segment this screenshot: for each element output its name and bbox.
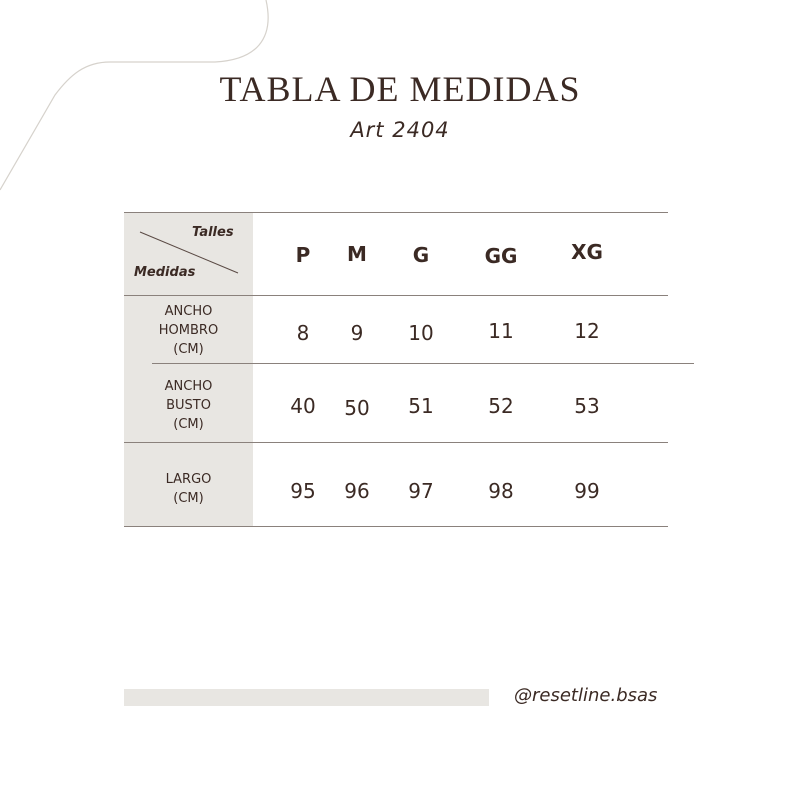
table-cell: 9 [350, 321, 364, 345]
size-header-g: G [412, 243, 430, 267]
article-number: Art 2404 [350, 118, 450, 142]
size-header-gg: GG [484, 244, 518, 268]
header-divider [124, 295, 668, 296]
row-label-line: LARGO [165, 472, 212, 487]
table-cell: 98 [488, 479, 514, 503]
row-label-line: ANCHO [164, 304, 213, 319]
table-cell: 96 [344, 479, 370, 503]
row-label-line: ANCHO [164, 379, 213, 394]
row-label-line: (CM) [173, 342, 204, 357]
table-cell: 95 [290, 479, 316, 503]
row-label-largo [124, 470, 253, 508]
table-cell: 52 [488, 394, 514, 418]
row-label-line: (CM) [173, 417, 204, 432]
row-label-line: BUSTO [166, 398, 211, 413]
table-cell: 12 [574, 319, 600, 343]
size-header-xg: XG [571, 240, 603, 264]
row-label-ancho-hombro [124, 302, 253, 359]
size-header-m: M [347, 242, 367, 266]
size-chart-table [124, 212, 668, 527]
social-handle: @resetline.bsas [514, 685, 658, 706]
table-cell: 40 [290, 394, 316, 418]
table-cell: 11 [488, 319, 514, 343]
table-cell: 97 [408, 479, 434, 503]
row-label-ancho-busto [124, 377, 253, 434]
table-cell: 50 [344, 396, 370, 420]
row-divider-2 [124, 442, 668, 443]
measures-header-label: Medidas [134, 265, 196, 280]
row-label-line: HOMBRO [158, 323, 219, 338]
table-cell: 99 [574, 479, 600, 503]
footer-decorative-bar [124, 689, 489, 706]
size-header-p: P [295, 243, 311, 267]
table-cell: 53 [574, 394, 600, 418]
table-cell: 10 [408, 321, 434, 345]
page-title: TABLA DE MEDIDAS [219, 69, 581, 109]
sizes-header-label: Talles [192, 225, 234, 240]
row-divider-1 [152, 363, 694, 364]
row-label-line: (CM) [173, 491, 204, 506]
table-bottom-border [124, 526, 668, 527]
table-cell: 51 [408, 394, 434, 418]
table-cell: 8 [296, 321, 310, 345]
